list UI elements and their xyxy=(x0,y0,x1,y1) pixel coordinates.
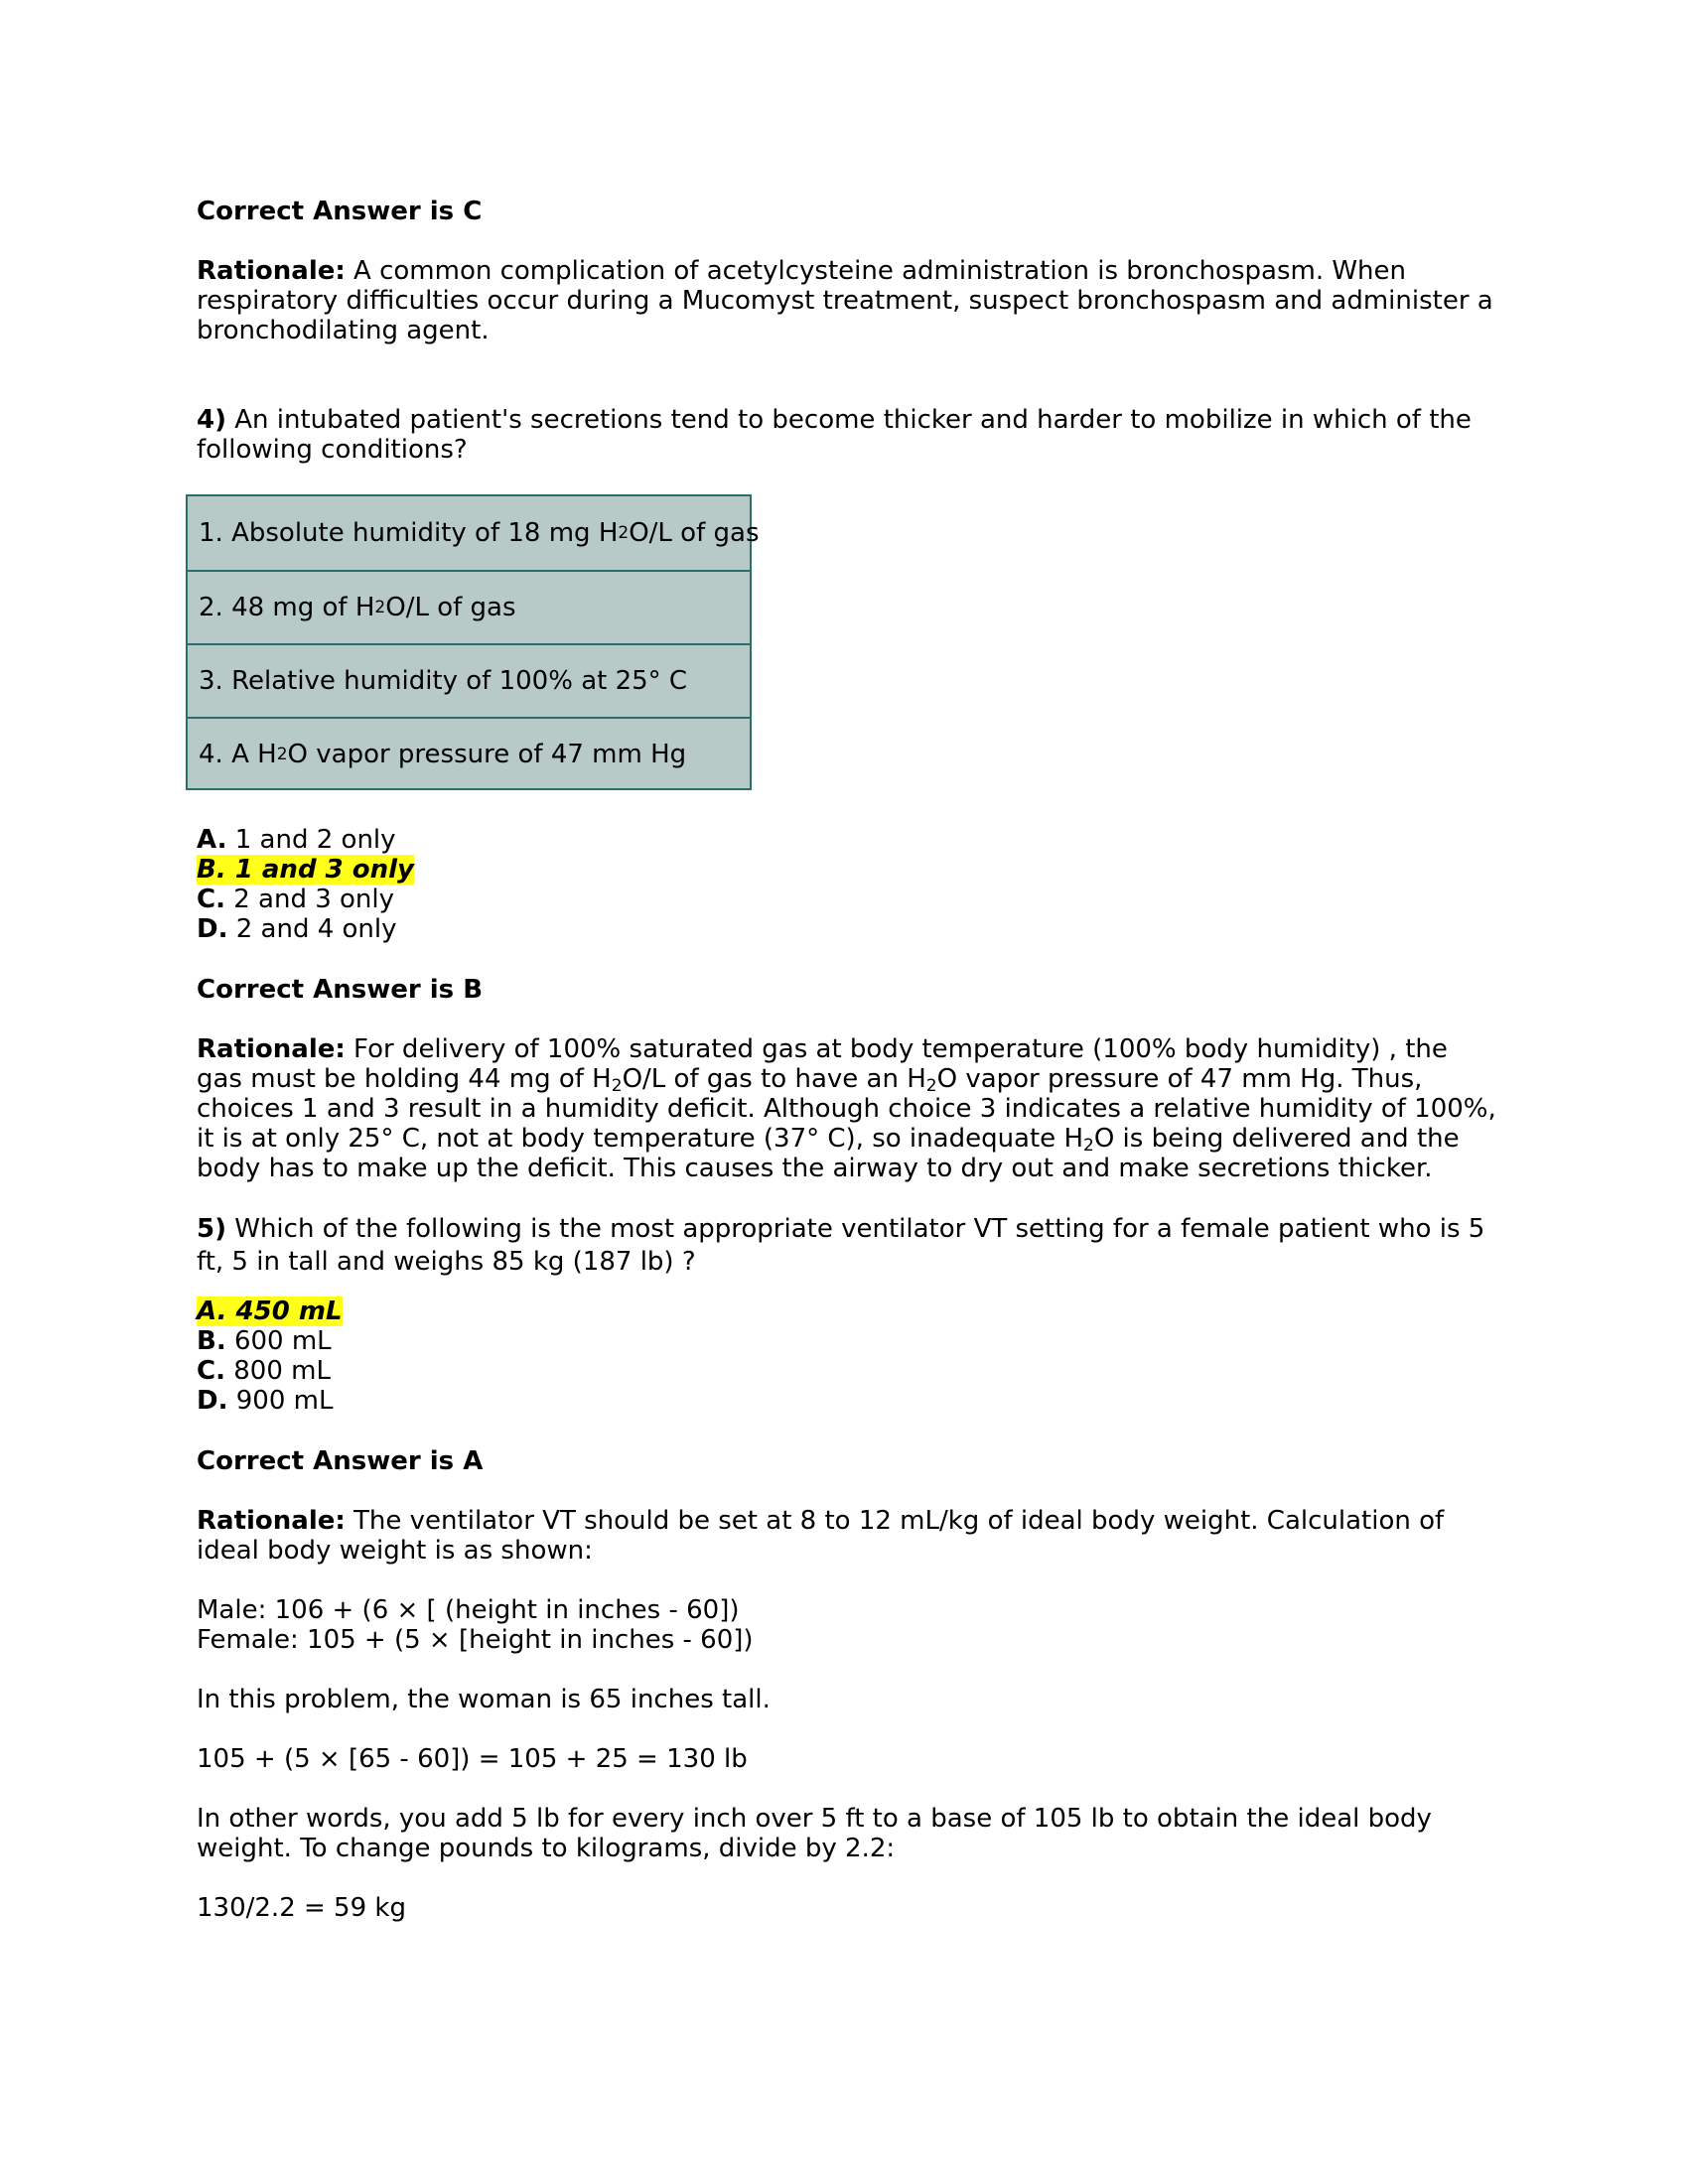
explanation: In other words, you add 5 lb for every inch over 5 ft to a base of 105 lb to obtain the ideal body weight. To change pounds to kilograms, divide by 2.2: xyxy=(197,1804,1432,1863)
highlighted-answer: B. 1 and 3 only xyxy=(197,855,414,885)
rationale-label: Rationale: xyxy=(197,256,346,286)
q4-answer-list xyxy=(197,825,1497,944)
result: 130/2.2 = 59 kg xyxy=(197,1893,406,1923)
q5-answer-list xyxy=(197,1297,1497,1416)
formula-male: Male: 106 + (6 × [ (height in inches - 60]) xyxy=(197,1595,740,1625)
q5-answer-d: D. 900 mL xyxy=(197,1386,334,1416)
question-5: 5) Which of the following is the most appropriate ventilator VT setting for a female patient who is 5 ft, 5 in tall and weighs 85 kg (187 lb) ? xyxy=(197,1214,1485,1277)
problem-statement: In this problem, the woman is 65 inches tall. xyxy=(197,1685,771,1714)
correct-answer-q4: Correct Answer is B xyxy=(197,975,484,1005)
formula-female: Female: 105 + (5 × [height in inches - 60]) xyxy=(197,1625,754,1655)
q4-answer-b xyxy=(197,855,1497,885)
rationale-prev: Rationale: A common complication of acetylcysteine administration is bronchospasm. When respiratory difficulties occur during a Mucomyst treatment, suspect bronchospasm and administer a bronchodilating agent. xyxy=(197,256,1493,345)
q4-option-1: 1. Absolute humidity of 18 mg H 2 O/L of gas xyxy=(199,518,760,548)
q4-options-table xyxy=(186,494,760,790)
q5-answer-b: B. 600 mL xyxy=(197,1326,332,1356)
highlighted-answer: A. 450 mL xyxy=(197,1297,343,1326)
q5-answer-a xyxy=(197,1297,1497,1326)
q4-answer-d: D. 2 and 4 only xyxy=(197,914,397,944)
correct-answer-q5: Correct Answer is A xyxy=(197,1446,484,1476)
q4-option-4: 4. A H 2 O vapor pressure of 47 mm Hg xyxy=(188,717,750,790)
rationale-label: Rationale: xyxy=(197,1506,346,1536)
q4-option-3: 3. Relative humidity of 100% at 25° C xyxy=(188,643,750,717)
question-4: 4) An intubated patient's secretions tend to become thicker and harder to mobilize in which of the following conditions? xyxy=(197,405,1472,465)
calculation: 105 + (5 × [65 - 60]) = 105 + 25 = 130 lb xyxy=(197,1744,748,1774)
q4-answer-c: C. 2 and 3 only xyxy=(197,885,395,914)
rationale-label: Rationale: xyxy=(197,1034,346,1064)
rationale-q5: Rationale: The ventilator VT should be set at 8 to 12 mL/kg of ideal body weight. Calculation of ideal body weight is as shown: xyxy=(197,1506,1445,1566)
q5-answer-c: C. 800 mL xyxy=(197,1356,331,1386)
correct-answer-prev: Correct Answer is C xyxy=(197,197,483,226)
question-number: 5) xyxy=(197,1214,226,1244)
q4-option-2: 2. 48 mg of H 2 O/L of gas xyxy=(188,570,750,643)
q4-answer-a: A. 1 and 2 only xyxy=(197,825,396,855)
rationale-q4: Rationale: For delivery of 100% saturated gas at body temperature (100% body humidity) , the gas must be holding 44 mg of $H_2O/L$ of gas to have an $H_2O$ vapor pressure of 47 mm Hg. Thus, choices 1 and 3 result in a humidity deficit. Although choice 3 indicates a relative humidity of 100%, it is at only 25° C, not at body temperature (37° C), so inadequate $H_2O$ is being delivered and the body has to make up the deficit. This causes the airway to dry out and make secretions thicker. xyxy=(197,1034,1496,1183)
question-number: 4) xyxy=(197,405,226,435)
